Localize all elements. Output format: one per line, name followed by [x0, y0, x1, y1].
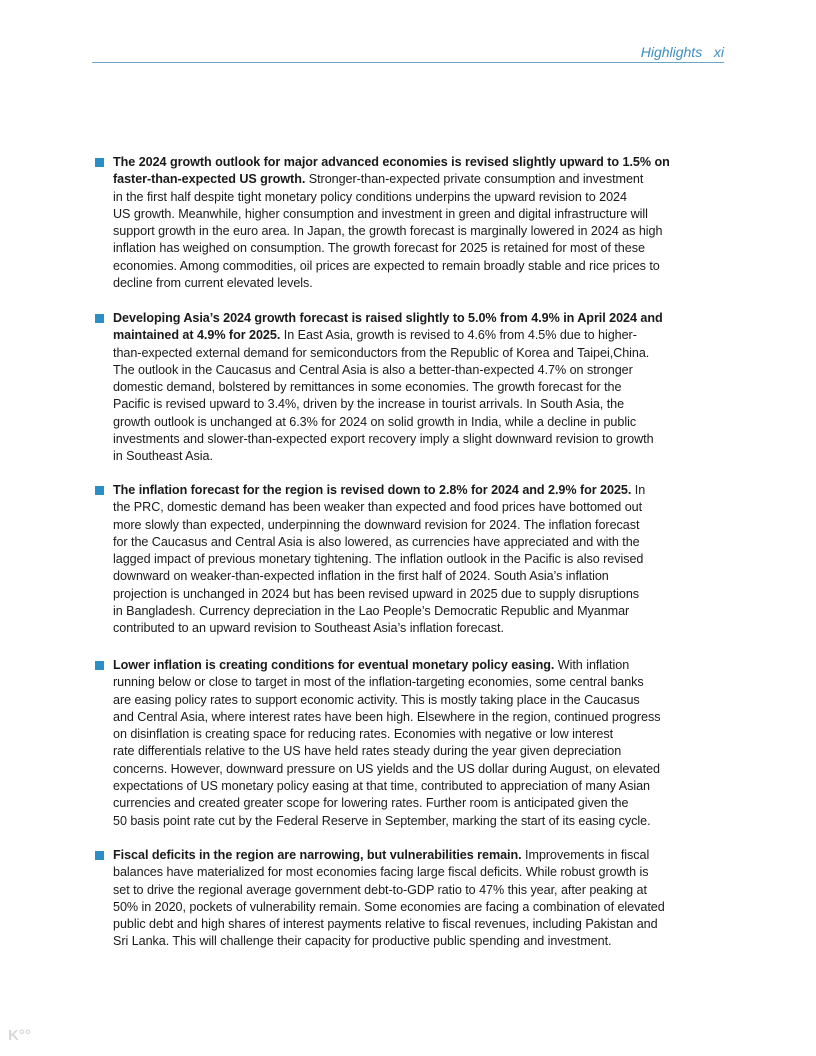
body-text: Pacific is revised upward to 3.4%, driven by the increase in tourist arrivals. In South Asia, the [113, 397, 625, 412]
body-text: support growth in the euro area. In Japan, the growth forecast is marginally lowered in 2024 as high [113, 224, 663, 239]
body-text: US growth. Meanwhile, higher consumption and investment in green and digital infrastructure will [113, 206, 648, 221]
text-line [113, 414, 753, 431]
body-text: are easing policy rates to support economic activity. This is mostly taking place in the Caucasus [113, 692, 640, 707]
body-text: running below or close to target in most of the inflation-targeting economies, some central banks [113, 675, 644, 690]
text-line [113, 189, 753, 206]
text-line [113, 933, 753, 950]
text-line [113, 379, 753, 396]
page-number: xi [713, 44, 724, 60]
lead-sentence: faster-than-expected US growth. [113, 172, 306, 187]
text-line [113, 674, 753, 691]
text-line [113, 586, 753, 603]
square-bullet-icon [95, 486, 104, 495]
lead-sentence: Lower inflation is creating conditions for eventual monetary policy easing. [113, 658, 555, 672]
body-text: inflation has weighed on consumption. The growth forecast for 2025 is retained for most of these [113, 241, 645, 256]
text-line [113, 275, 753, 292]
body-text: lagged impact of previous monetary tightening. The inflation outlook in the Pacific is also revised [113, 552, 644, 567]
text-line [113, 778, 753, 795]
text-line [113, 657, 753, 674]
body-text: for the Caucasus and Central Asia is also lowered, as currencies have appreciated and with the [113, 534, 640, 549]
highlight-item [95, 847, 735, 951]
text-line [113, 864, 753, 881]
body-text: With inflation [554, 658, 630, 672]
body-text: public debt and high shares of interest payments relative to fiscal revenues, including Pakistan and [113, 917, 658, 932]
body-text: in the first half despite tight monetary policy conditions underpins the upward revision to 2024 [113, 189, 627, 204]
body-text: set to drive the regional average government debt-to-GDP ratio to 47% this year, after peaking at [113, 882, 647, 897]
body-text: balances have materialized for most economies facing large fiscal deficits. While robust growth is [113, 865, 649, 880]
text-line [113, 310, 753, 327]
body-text: 50% in 2020, pockets of vulnerability remain. Some economies are facing a combination of elevated [113, 899, 665, 914]
text-line [113, 620, 753, 637]
body-text: Sri Lanka. This will challenge their capacity for productive public spending and investment. [113, 934, 612, 949]
text-line [113, 709, 753, 726]
body-text: on disinflation is creating space for reducing rates. Economies with negative or low interest [113, 727, 614, 742]
text-line [113, 517, 753, 534]
text-line [113, 603, 753, 620]
text-line [113, 482, 753, 499]
body-text: decline from current elevated levels. [113, 276, 313, 291]
body-text: downward on weaker-than-expected inflation in the first half of 2024. South Asia’s inflation [113, 569, 609, 584]
lead-sentence: The 2024 growth outlook for major advanced economies is revised slightly upward to 1.5% on [113, 155, 670, 169]
body-text: projection is unchanged in 2024 but has been revised upward in 2025 due to supply disruptions [113, 586, 640, 601]
section-name: Highlights [640, 44, 703, 60]
body-text: The outlook in the Caucasus and Central Asia is also a better-than-expected 4.7% on stronger [113, 362, 633, 377]
text-line [113, 568, 753, 585]
highlight-item [95, 657, 735, 830]
text-line [113, 431, 753, 448]
text-line [113, 240, 753, 257]
body-text: in Southeast Asia. [113, 449, 213, 464]
text-line [113, 171, 753, 188]
text-line [113, 362, 753, 379]
text-line [113, 448, 753, 465]
body-text: In East Asia, growth is revised to 4.6% from 4.5% due to higher- [280, 328, 637, 343]
highlight-item [95, 154, 735, 292]
square-bullet-icon [95, 158, 104, 167]
highlight-item [95, 482, 735, 638]
body-text: contributed to an upward revision to Southeast Asia’s inflation forecast. [113, 621, 504, 636]
body-text: domestic demand, bolstered by remittances in some economies. The growth forecast for the [113, 380, 622, 395]
text-line [113, 223, 753, 240]
body-text: 50 basis point rate cut by the Federal Reserve in September, marking the start of its easing cycle. [113, 813, 651, 828]
body-text: currencies and created greater scope for lowering rates. Further room is anticipated given the [113, 796, 629, 811]
lead-sentence: Developing Asia’s 2024 growth forecast is raised slightly to 5.0% from 4.9% in April 2024 and [113, 311, 663, 325]
text-line [113, 761, 753, 778]
text-line [113, 396, 753, 413]
text-line [113, 327, 753, 344]
text-line [113, 534, 753, 551]
text-line [113, 899, 753, 916]
body-text: investments and slower-than-expected export recovery imply a slight downward revision to growth [113, 432, 654, 447]
body-text: expectations of US monetary policy easing at that time, contributed to appreciation of many Asian [113, 779, 650, 794]
text-line [113, 882, 753, 899]
header-text [641, 44, 724, 60]
lead-sentence: The inflation forecast for the region is revised down to 2.8% for 2024 and 2.9% for 2025. [113, 483, 632, 497]
body-text: Stronger-than-expected private consumption and investment [305, 172, 644, 187]
text-line [113, 154, 753, 171]
square-bullet-icon [95, 314, 104, 323]
text-line [113, 813, 753, 830]
text-line [113, 551, 753, 568]
body-text: more slowly than expected, underpinning the downward revision for 2024. The inflation forecast [113, 517, 640, 532]
text-line [113, 743, 753, 760]
text-line [113, 916, 753, 933]
square-bullet-icon [95, 851, 104, 860]
text-line [113, 499, 753, 516]
body-text: In [631, 483, 646, 497]
text-line [113, 847, 753, 864]
body-text: concerns. However, downward pressure on US yields and the US dollar during August, on elevated [113, 761, 660, 776]
body-text: growth outlook is unchanged at 6.3% for 2024 on solid growth in India, while a decline in public [113, 414, 637, 429]
body-text: rate differentials relative to the US have held rates steady during the year given depreciation [113, 744, 622, 759]
text-line [113, 206, 753, 223]
body-text: Improvements in fiscal [521, 848, 650, 862]
lead-sentence: maintained at 4.9% for 2025. [113, 328, 281, 343]
body-text: economies. Among commodities, oil prices are expected to remain broadly stable and rice prices to [113, 258, 660, 273]
body-text: the PRC, domestic demand has been weaker than expected and food prices have bottomed out [113, 500, 643, 515]
lead-sentence: Fiscal deficits in the region are narrowing, but vulnerabilities remain. [113, 848, 522, 862]
text-line [113, 795, 753, 812]
text-line [113, 726, 753, 743]
body-text: in Bangladesh. Currency depreciation in the Lao People’s Democratic Republic and Myanmar [113, 604, 630, 619]
body-text: and Central Asia, where interest rates have been high. Elsewhere in the region, continued progress [113, 709, 661, 724]
watermark-logo: K°° [8, 1027, 31, 1044]
text-line [113, 345, 753, 362]
running-header [92, 42, 724, 63]
square-bullet-icon [95, 661, 104, 670]
body-text: than-expected external demand for semiconductors from the Republic of Korea and Taipei,China. [113, 345, 650, 360]
text-line [113, 258, 753, 275]
text-line [113, 692, 753, 709]
highlight-item [95, 310, 735, 466]
